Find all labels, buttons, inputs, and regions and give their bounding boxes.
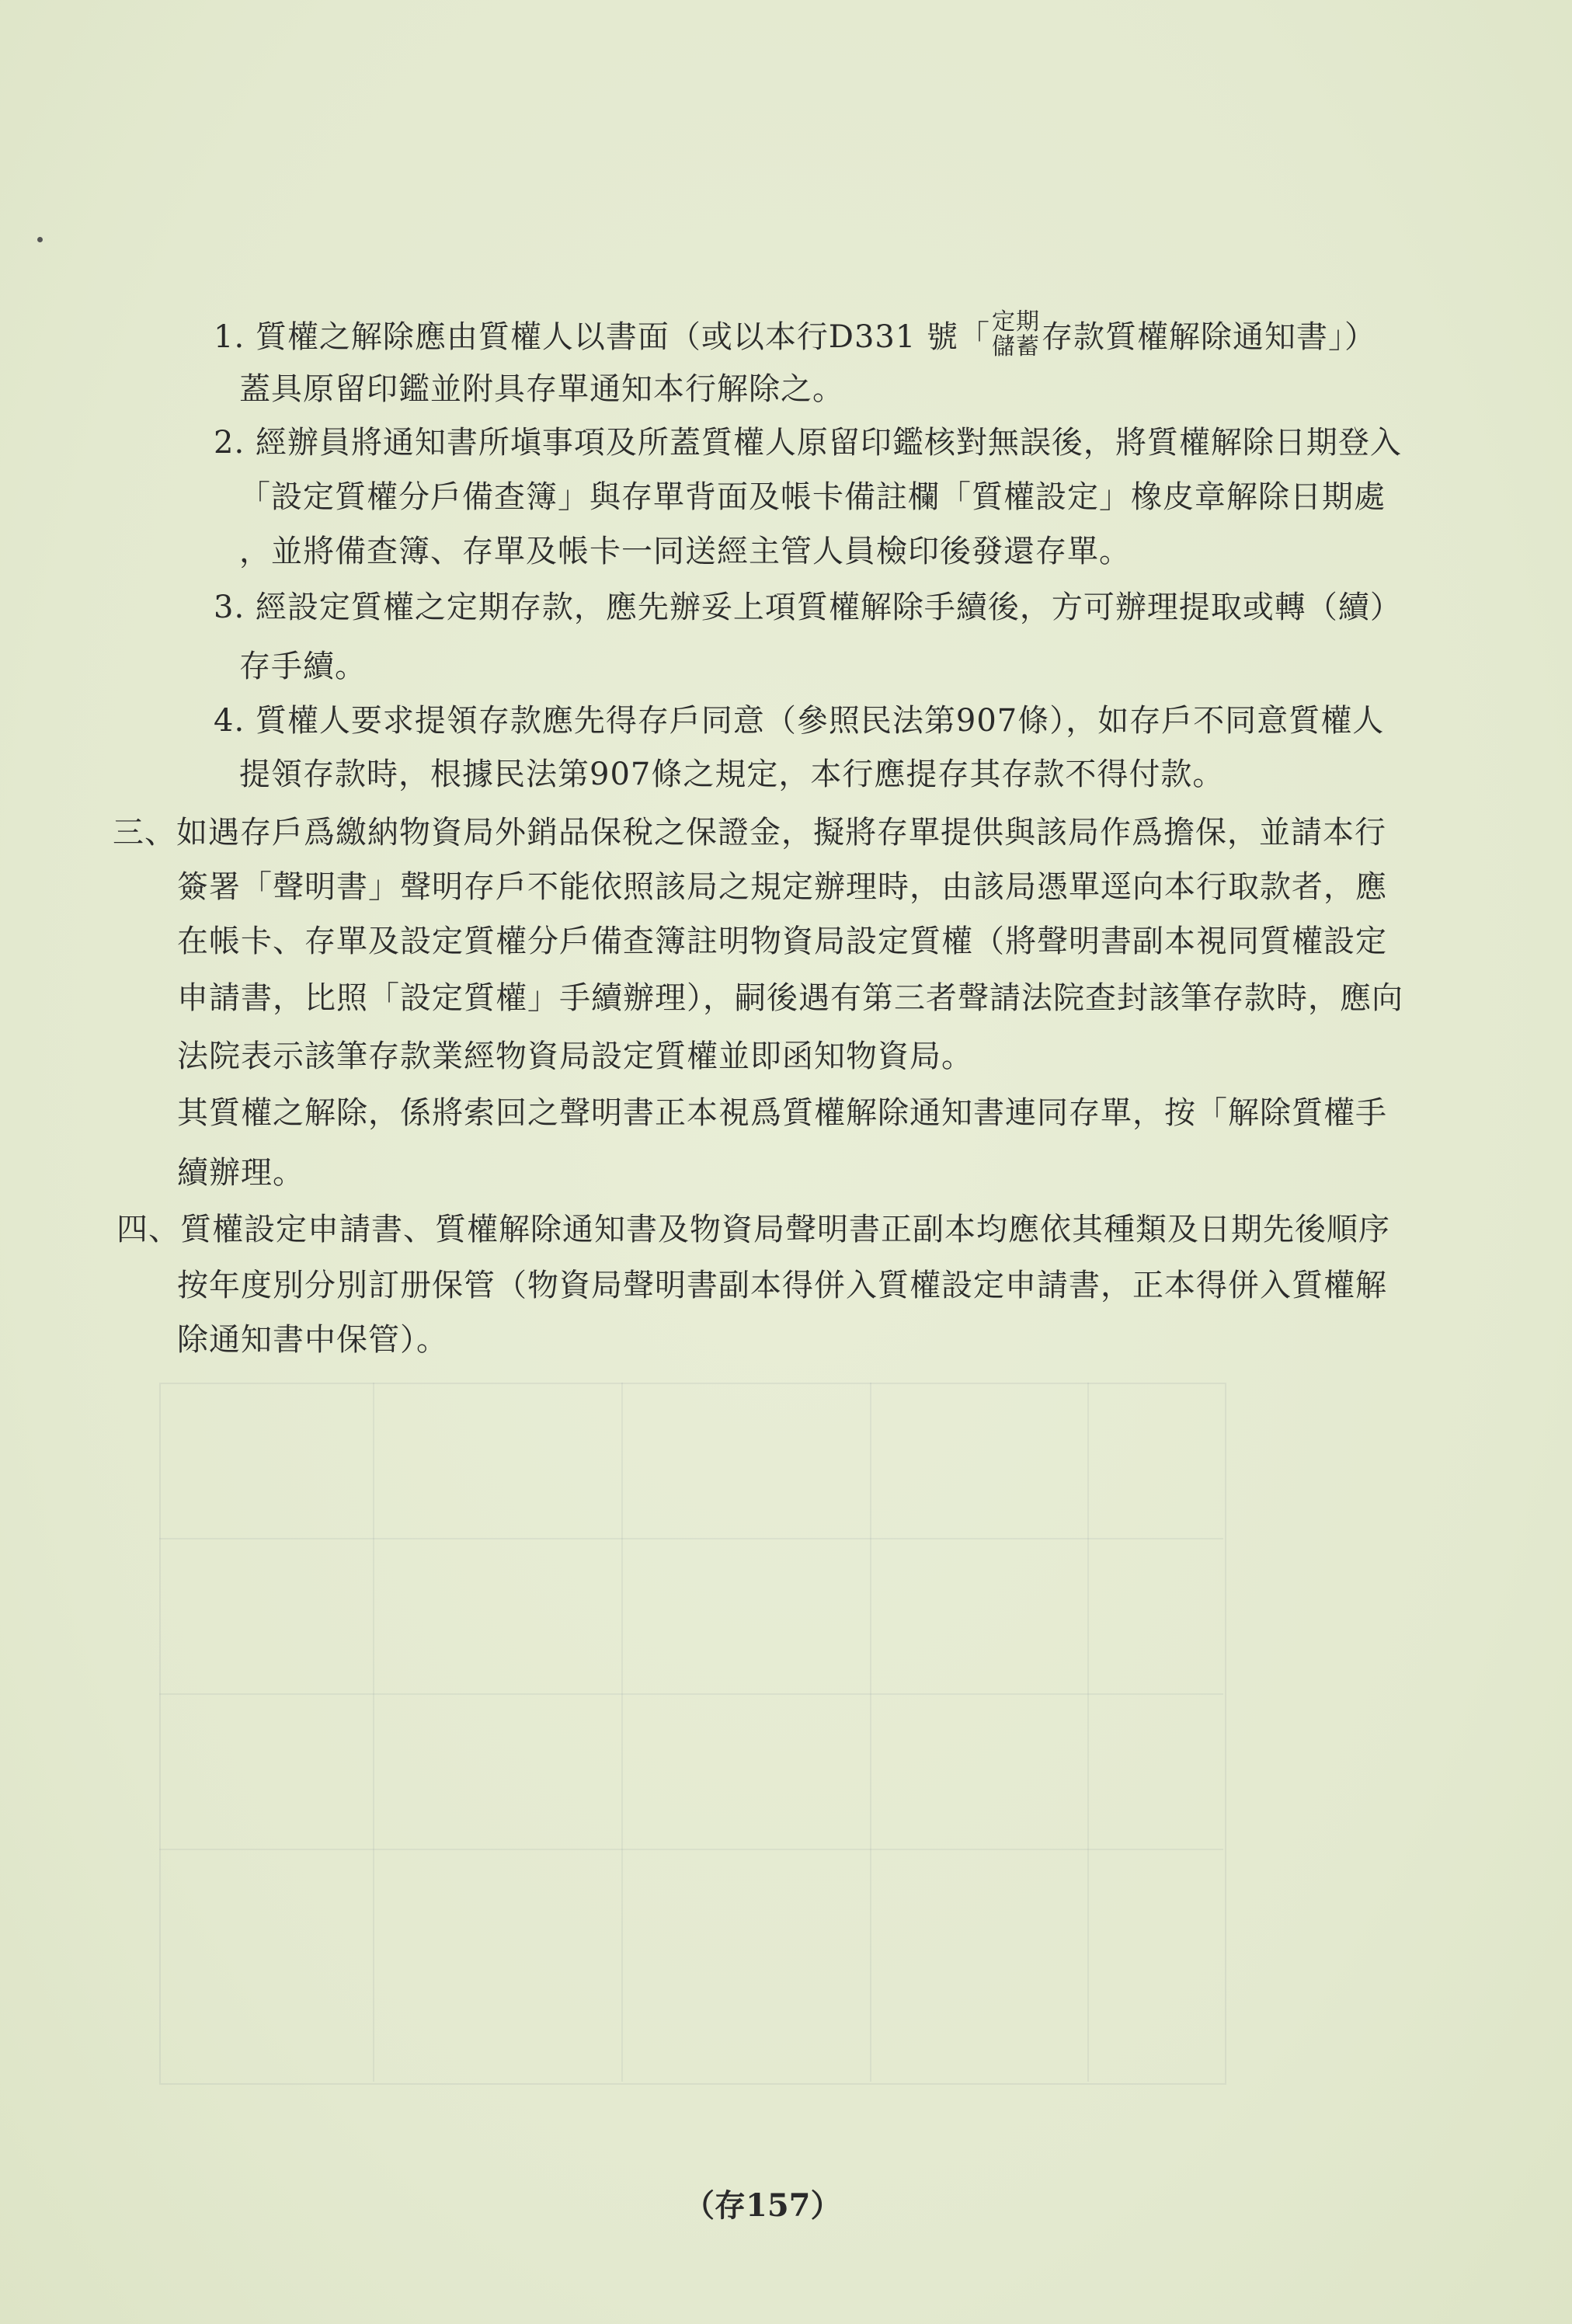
section4-line1: 四、質權設定申請書、質權解除通知書及物資局聲明書正副本均應依其種類及日期先後順序 <box>117 1212 1390 1247</box>
bleed-through-line <box>373 1383 374 2082</box>
section3-para2-line2: 續辦理。 <box>177 1155 304 1191</box>
bleed-through-line <box>1087 1383 1089 2082</box>
item3-line2: 存手續。 <box>239 649 367 684</box>
item4-line2: 提領存款時，根據民法第907條之規定，本行應提存其存款不得付款。 <box>239 757 1225 792</box>
item1-stack-bottom: 儲蓄 <box>992 333 1041 360</box>
item1-stacked-label <box>992 310 1040 360</box>
item3-line1: 3. 經設定質權之定期存款，應先辦妥上項質權解除手續後，方可辦理提取或轉（續） <box>214 590 1402 625</box>
bleed-through-line <box>621 1383 623 2082</box>
bleed-through-line <box>159 1693 1223 1695</box>
item1-line1 <box>214 308 1377 364</box>
ink-dot <box>37 237 43 242</box>
section4-line3: 除通知書中保管）。 <box>177 1322 448 1358</box>
item2-line2: 「設定質權分戶備查簿」與存單背面及帳卡備註欄「質權設定」橡皮章解除日期處 <box>239 479 1386 515</box>
item2-line1: 2. 經辦員將通知書所塡事項及所蓋質權人原留印鑑核對無誤後，將質權解除日期登入 <box>214 425 1402 461</box>
bleed-through-line <box>159 1849 1223 1850</box>
bleed-through-line <box>870 1383 871 2082</box>
bleed-through-grid <box>159 1383 1226 2085</box>
item1-text-pre: 1. 質權之解除應由質權人以書面（或以本行D331 號「 <box>214 319 991 355</box>
section3-line3: 在帳卡、存單及設定質權分戶備查簿註明物資局設定質權（將聲明書副本視同質權設定 <box>177 924 1387 959</box>
section3-line2: 簽署「聲明書」聲明存戶不能依照該局之規定辦理時，由該局憑單逕向本行取款者，應 <box>177 869 1387 905</box>
item4-line1: 4. 質權人要求提領存款應先得存戶同意（參照民法第907條），如存戶不同意質權人 <box>214 703 1385 739</box>
section3-line1: 三、如遇存戶爲繳納物資局外銷品保稅之保證金，擬將存單提供與該局作爲擔保，並請本行 <box>113 815 1386 851</box>
section3-para2-line1: 其質權之解除，係將索回之聲明書正本視爲質權解除通知書連同存單，按「解除質權手 <box>177 1095 1387 1131</box>
section3-line5: 法院表示該筆存款業經物資局設定質權並即函知物資局。 <box>177 1038 973 1074</box>
bleed-through-line <box>159 1538 1223 1539</box>
item2-line3: ，並將備查簿、存單及帳卡一同送經主管人員檢印後發還存單。 <box>239 534 1131 569</box>
item1-line2: 蓋具原留印鑑並附具存單通知本行解除之。 <box>239 371 844 407</box>
item1-stack-top: 定期 <box>992 308 1041 336</box>
section4-line2: 按年度別分別訂册保管（物資局聲明書副本得併入質權設定申請書，正本得併入質權解 <box>177 1268 1387 1303</box>
section3-line4: 申請書，比照「設定質權」手續辦理），嗣後遇有第三者聲請法院查封該筆存款時，應向 <box>177 980 1403 1016</box>
item1-text-post: 存款質權解除通知書」） <box>1042 319 1377 355</box>
page-number: （存157） <box>683 2187 842 2224</box>
